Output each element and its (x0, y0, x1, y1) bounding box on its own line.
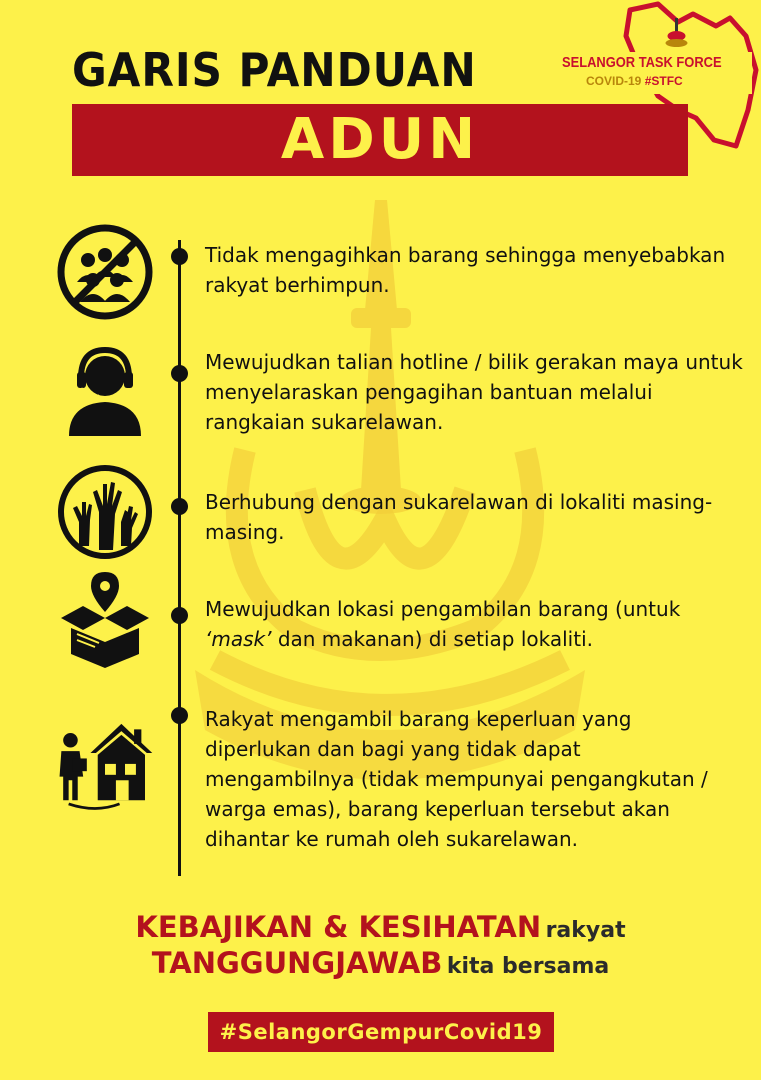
slogan-text-1: rakyat (545, 918, 626, 943)
timeline-dot (171, 365, 188, 382)
timeline-dot (171, 707, 188, 724)
no-crowd-icon (55, 222, 155, 322)
hashtag-banner (208, 1012, 554, 1052)
timeline-dot (171, 248, 188, 265)
slogan-line-2 (0, 946, 761, 980)
task-force-tag (586, 74, 683, 88)
item-4-text-end: dan makanan) di setiap lokaliti. (271, 627, 593, 651)
slogan-line-1 (0, 910, 761, 944)
timeline-dot (171, 607, 188, 624)
guideline-item-5: Rakyat mengambil barang keperluan yang diperlukan dan bagi yang tidak dapat mengambilnya (tidak mempunyai pengangkutan / warga emas), barang keperluan tersebut akan dihantar ke rumah oleh sukarelawan. (205, 707, 708, 851)
timeline-dot (171, 498, 188, 515)
guideline-item-3: Berhubung dengan sukarelawan di lokaliti masing-masing. (205, 490, 713, 544)
item-4-text-italic: ‘mask’ (205, 627, 272, 651)
timeline-line (178, 240, 181, 876)
slogan-highlight-2: TANGGUNGJAWAB (151, 946, 443, 980)
guideline-item-2: Mewujudkan talian hotline / bilik gerakan maya untuk menyelaraskan pengagihan bantuan melalui rangkaian sukarelawan. (205, 350, 743, 434)
box-location-pin-icon (55, 570, 155, 670)
subtitle: ADUN (280, 107, 480, 172)
stfc-hashtag: #STFC (644, 74, 683, 88)
slogan-highlight-1: KEBAJIKAN & KESIHATAN (135, 910, 542, 944)
headset-operator-icon (55, 340, 155, 440)
home-delivery-icon (55, 713, 155, 813)
guideline-item-4 (205, 594, 745, 654)
raised-hands-icon (55, 462, 155, 562)
item-4-text-start: Mewujudkan lokasi pengambilan barang (untuk (205, 597, 681, 621)
guideline-item-1: Tidak mengagihkan barang sehingga menyebabkan rakyat berhimpun. (205, 243, 726, 297)
slogan-text-2: kita bersama (446, 954, 610, 979)
subtitle-banner (72, 104, 688, 176)
covid-label: COVID-19 (586, 74, 642, 88)
campaign-hashtag: #SelangorGempurCovid19 (219, 1020, 543, 1044)
task-force-name: SELANGOR TASK FORCE (562, 54, 722, 71)
page-title: GARIS PANDUAN (72, 43, 477, 97)
task-force-badge (556, 52, 752, 94)
